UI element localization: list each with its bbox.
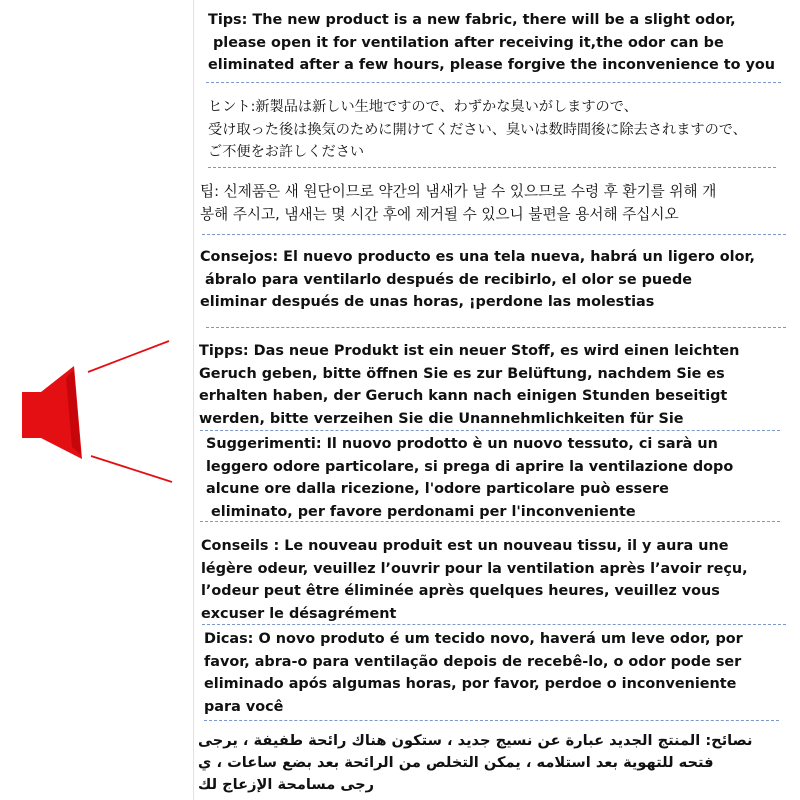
notice-line: ヒント:新製品は新しい生地ですので、わずかな臭いがしますので、 <box>208 99 638 115</box>
instruction-sheet <box>193 0 800 800</box>
notice-line: فتحه للتهوية بعد استلامه ، يمكن التخلص من الرائحة بعد بضع ساعات ، ي <box>198 754 714 771</box>
notice-line: erhalten haben, der Geruch kann nach einigen Stunden beseitigt <box>199 388 728 404</box>
notice-german <box>194 340 799 430</box>
notice-japanese <box>194 96 799 164</box>
sound-line-lower <box>91 456 172 482</box>
section-divider <box>206 327 786 328</box>
speaker-graphic <box>0 0 200 800</box>
notice-portuguese <box>194 628 799 718</box>
notice-line: Suggerimenti: Il nuovo prodotto è un nuovo tessuto, ci sarà un <box>206 436 718 452</box>
notice-line: نصائح: المنتج الجديد عبارة عن نسيج جديد ، ستكون هناك رائحة طفيفة ، يرجى <box>198 732 753 749</box>
section-divider <box>200 430 780 431</box>
notice-line: leggero odore particolare, si prega di aprire la ventilazione dopo <box>206 458 734 475</box>
notice-line: excuser le désagrément <box>201 605 397 622</box>
notice-line: Tipps: Das neue Produkt ist ein neuer Stoff, es wird einen leichten <box>199 343 740 359</box>
notice-line: Dicas: O novo produto é um tecido novo, haverá um leve odor, por <box>204 631 743 647</box>
notice-french <box>194 535 799 625</box>
section-divider <box>200 521 780 522</box>
notice-line: Conseils : Le nouveau produit est un nouveau tissu, il y aura une <box>201 538 729 554</box>
notice-line: légère odeur, veuillez l’ouvrir pour la ventilation après l’avoir reçu, <box>201 560 748 577</box>
notice-line: Consejos: El nuevo producto es una tela nueva, habrá un ligero olor, <box>200 249 755 265</box>
notice-line: eliminar después de unas horas, ¡perdone las molestias <box>200 294 655 310</box>
notice-line: alcune ore dalla ricezione, l'odore particolare può essere <box>206 481 669 497</box>
notice-korean <box>194 180 799 226</box>
notice-line: 受け取った後は換気のために開けてください、臭いは数時間後に除去されますので、 <box>208 121 747 138</box>
section-divider <box>206 82 781 83</box>
notice-line: para você <box>204 698 284 715</box>
notice-line: 팁: 신제품은 새 원단이므로 약간의 냄새가 날 수 있으므로 수령 후 환기를 위해 개 <box>200 183 717 200</box>
notice-line: رجى مسامحة الإزعاج لك <box>198 776 375 793</box>
notice-line: Tips: The new product is a new fabric, there will be a slight odor, <box>208 12 736 28</box>
section-divider <box>204 720 779 721</box>
section-divider <box>202 624 786 625</box>
section-divider <box>208 167 776 168</box>
notice-line: eliminado após algumas horas, por favor, perdoe o inconveniente <box>204 676 737 692</box>
notice-italian <box>194 433 799 523</box>
speaker-body <box>22 392 41 438</box>
notice-spanish <box>194 246 799 314</box>
notice-line: ご不便をお許しください <box>208 144 365 160</box>
notice-english <box>194 9 799 77</box>
notice-line: please open it for ventilation after receiving it,the odor can be <box>208 34 724 51</box>
notice-line: Geruch geben, bitte öffnen Sie es zur Belüftung, nachdem Sie es <box>199 365 725 382</box>
notice-line: 봉해 주시고, 냄새는 몇 시간 후에 제거될 수 있으니 불편을 용서해 주십시오 <box>200 206 679 223</box>
notice-line: eliminated after a few hours, please forgive the inconvenience to you <box>208 57 776 73</box>
notice-line: eliminato, per favore perdonami per l'inconveniente <box>206 503 636 520</box>
section-divider <box>202 234 786 235</box>
sound-line-upper <box>88 341 169 372</box>
notice-line: favor, abra-o para ventilação depois de recebê-lo, o odor pode ser <box>204 653 742 670</box>
speaker-icon <box>22 341 172 482</box>
notice-arabic <box>194 730 799 796</box>
notice-line: l’odeur peut être éliminée après quelques heures, veuillez vous <box>201 583 720 599</box>
notice-line: werden, bitte verzeihen Sie die Unannehmlichkeiten für Sie <box>199 410 684 427</box>
notice-line: ábralo para ventilarlo después de recibirlo, el olor se puede <box>200 271 693 288</box>
